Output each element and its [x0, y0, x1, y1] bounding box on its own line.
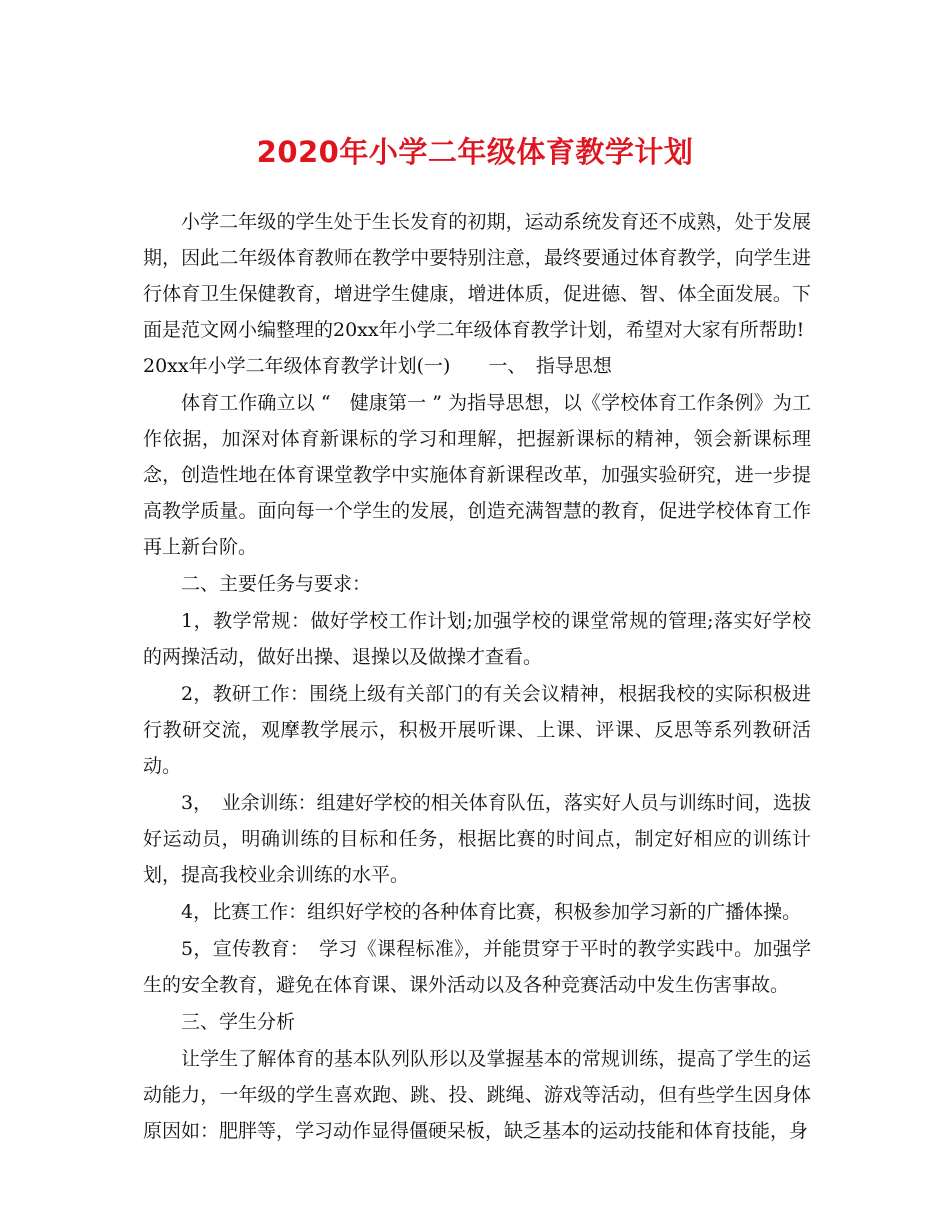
paragraph-student-analysis: 让学生了解体育的基本队列队形以及掌握基本的常规训练，提高了学生的运动能力，一年级的学生喜欢跑、跳、投、跳绳、游戏等活动，但有些学生因身体原因如：肥胖等，学习动作显得僵硬呆板，缺乏基本的运动技能和体育技能，身	[143, 1048, 811, 1142]
document-title: 2020年小学二年级体育教学计划	[256, 135, 694, 169]
paragraph-task-4: 4，比赛工作：组织好学校的各种体育比赛，积极参加学习新的广播体操。	[181, 901, 802, 923]
paragraph-intro: 小学二年级的学生处于生长发育的初期，运动系统发育还不成熟，处于发展期，因此二年级体育教师在教学中要特别注意，最终要通过体育教学，向学生进行体育卫生保健教育，增进学生健康，增进体质，促进德、智、体全面发展。下面是范文网小编整理的20xx年小学二年级体育教学计划，希望对大家有所帮助!	[143, 211, 811, 341]
paragraph-task-2: 2，教研工作：围绕上级有关部门的有关会议精神，根据我校的实际积极进行教研交流，观摩教学展示，积极开展听课、上课、评课、反思等系列教研活动。	[143, 683, 811, 777]
paragraph-task-3: 3， 业余训练：组建好学校的相关体育队伍，落实好人员与训练时间，选拔好运动员，明确训练的目标和任务，根据比赛的时间点，制定好相应的训练计划，提高我校业余训练的水平。	[143, 792, 811, 886]
document-body	[143, 204, 811, 1149]
paragraph-guiding-ideology: 体育工作确立以 “ 健康第一 ” 为指导思想，以《学校体育工作条例》为工作依据，加深对体育新课标的学习和理解，把握新课标的精神，领会新课标理念，创造性地在体育课堂教学中实施体育新课程改革，加强实验研究，进一步提高教学质量。面向每一个学生的发展，创造充满智慧的教育，促进学校体育工作再上新台阶。	[143, 392, 811, 558]
paragraph-task-5: 5，宣传教育： 学习《课程标准》，并能贯穿于平时的教学实践中。加强学生的安全教育，避免在体育课、课外活动以及各种竞赛活动中发生伤害事故。	[143, 938, 811, 996]
section-heading-student-analysis: 三、学生分析	[181, 1011, 296, 1033]
section-heading-tasks: 二、主要任务与要求：	[181, 573, 372, 595]
paragraph-task-1: 1，教学常规：做好学校工作计划;加强学校的课堂常规的管理;落实好学校的两操活动，做好出操、退操以及做操才查看。	[143, 610, 811, 668]
paragraph-plan-heading: 20xx年小学二年级体育教学计划(一) 一、 指导思想	[143, 355, 612, 377]
